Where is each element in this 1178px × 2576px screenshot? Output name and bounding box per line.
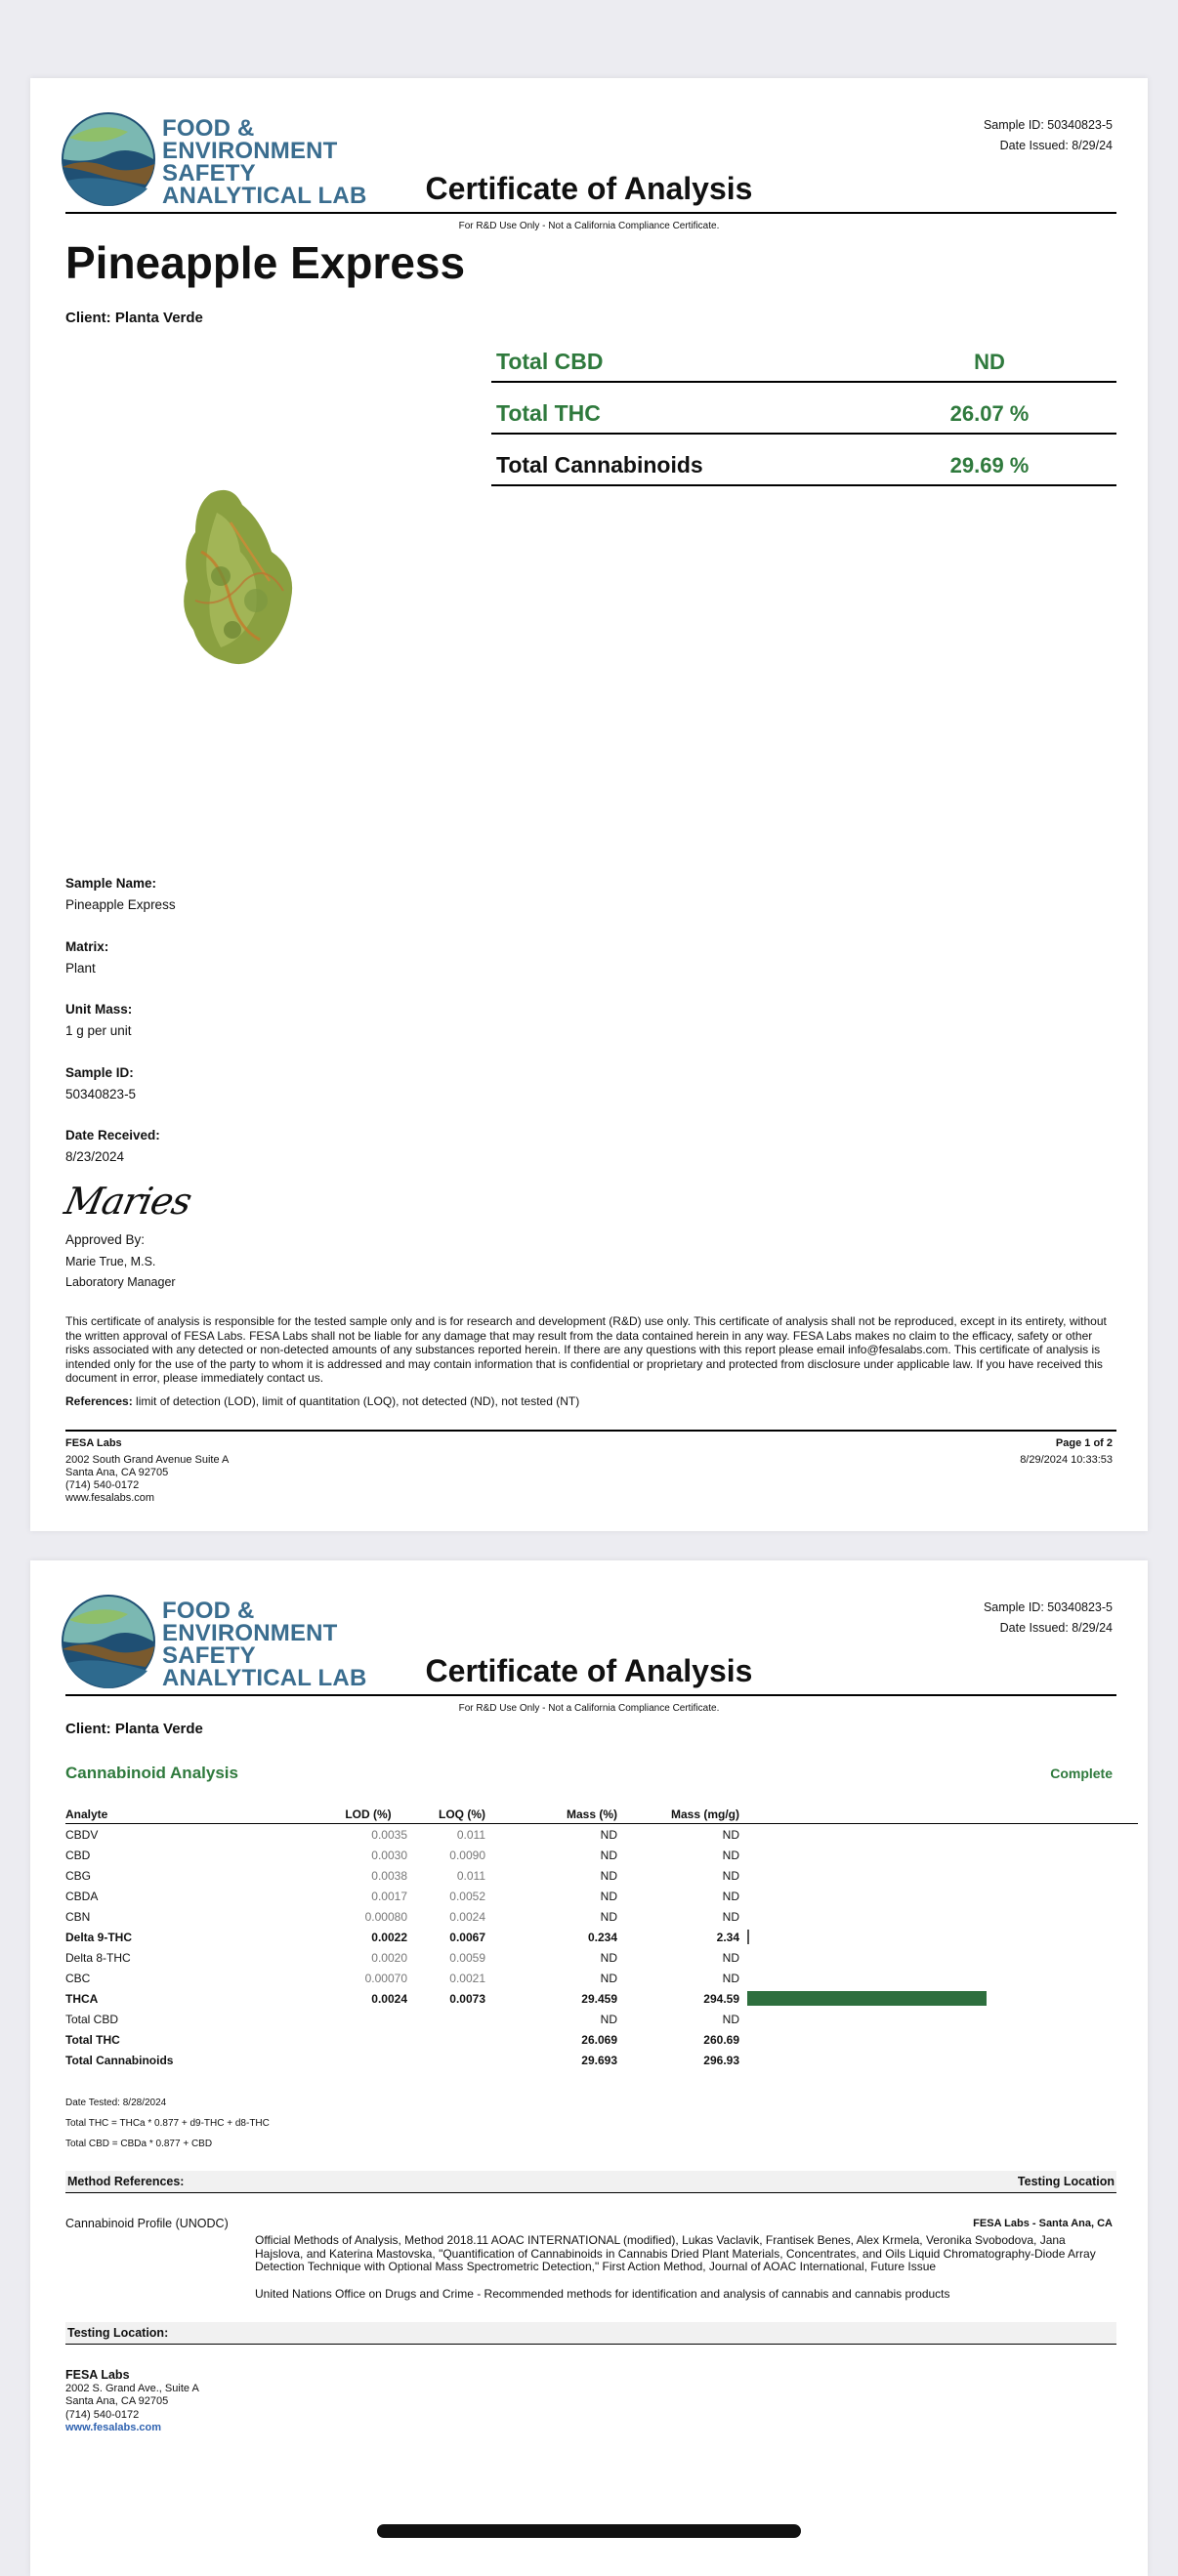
rd-disclaimer: For R&D Use Only - Not a California Compliance Certificate. <box>458 221 720 231</box>
loq-cell <box>407 2050 485 2070</box>
loc-address1: 2002 S. Grand Ave., Suite A <box>65 2382 199 2394</box>
mass-pct-cell: ND <box>600 1889 617 1903</box>
footer-timestamp: 8/29/2024 10:33:53 <box>1020 1454 1113 1466</box>
loq-cell: 0.0052 <box>449 1889 485 1903</box>
header-meta <box>984 115 1113 156</box>
table-row <box>65 2050 1138 2070</box>
col-loq: LOQ (%) <box>407 1807 485 1824</box>
footer-address2: Santa Ana, CA 92705 <box>65 1467 169 1478</box>
section-title: Cannabinoid Analysis <box>65 1764 238 1782</box>
loq-cell: 0.0067 <box>449 1930 485 1944</box>
loq-cell <box>407 2009 485 2029</box>
logo-line: ANALYTICAL LAB <box>162 183 367 209</box>
bar-cell <box>739 1906 1138 1927</box>
table-row <box>65 1968 1138 1988</box>
mass-pct-cell: ND <box>600 1827 617 1842</box>
lod-cell: 0.00080 <box>364 1909 407 1924</box>
analysis-status: Complete <box>1050 1766 1113 1781</box>
lod-cell <box>329 2009 407 2029</box>
loq-cell: 0.0024 <box>449 1909 485 1924</box>
testing-location-address <box>65 2369 199 2435</box>
mass-pct-cell: ND <box>600 1868 617 1883</box>
lod-cell: 0.0024 <box>371 1991 407 2006</box>
loq-cell: 0.0021 <box>449 1971 485 1985</box>
product-name: Pineapple Express <box>65 237 466 288</box>
detail-label: Unit Mass: <box>65 1002 133 1017</box>
references-text: limit of detection (LOD), limit of quantitation (LOQ), not detected (ND), not tested (NT) <box>136 1394 580 1408</box>
detail-date-received: 8/23/2024 <box>65 1149 125 1164</box>
footer-address <box>65 1437 229 1505</box>
bar-cell <box>739 1824 1138 1846</box>
table-row <box>65 1947 1138 1968</box>
references-label: References: <box>65 1394 133 1408</box>
date-issued: Date Issued: 8/29/24 <box>999 1621 1113 1635</box>
sample-id-header: Sample ID: 50340823-5 <box>983 1600 1113 1614</box>
method-location: FESA Labs - Santa Ana, CA <box>973 2218 1113 2229</box>
disclaimer-text: This certificate of analysis is responsible for the tested sample only and is for research and development (R&D) use only. This certificate of analysis shall not be reproduced, except in its entirety, without the written approval of FESA Labs. FESA Labs shall not be liable for any damage that may result from the data contained herein in any way. FESA Labs makes no claim to the efficacy, safety or other risks associated with any detected or non-detected amounts of any substances reported herein. If there are any questions with this report please email info@fesalabs.com. This certificate of analysis is intended only for the use of the party to whom it is addressed and may contain information that is confidential or proprietary and protected from disclosure under applicable law. If you have received this document in error, please immediately contact us. <box>65 1314 1107 1385</box>
page-number: Page 1 of 2 <box>1055 1437 1113 1449</box>
mass-mg-cell: ND <box>722 1909 739 1924</box>
header-meta <box>984 1598 1113 1639</box>
formula-total-thc: Total THC = THCa * 0.877 + d9-THC + d8-THC <box>65 2118 270 2129</box>
coa-page-2 <box>30 1560 1148 2576</box>
mass-mg-cell: 260.69 <box>703 2032 739 2047</box>
bar-cell <box>739 1865 1138 1886</box>
loc-company: FESA Labs <box>65 2368 130 2382</box>
signature: Maries <box>61 1180 195 1223</box>
references <box>65 1394 1111 1409</box>
mass-mg-cell: ND <box>722 1971 739 1985</box>
table-body <box>65 1824 1138 2071</box>
lod-cell: 0.0030 <box>371 1848 407 1862</box>
table-row <box>65 1988 1138 2009</box>
analyte-cell: Total THC <box>65 2032 120 2047</box>
mass-mg-cell: 294.59 <box>703 1991 739 2006</box>
table-row <box>65 1865 1138 1886</box>
loq-cell: 0.011 <box>456 1868 485 1883</box>
col-analyte: Analyte <box>65 1807 329 1824</box>
lod-cell: 0.0017 <box>371 1889 407 1903</box>
mass-bar <box>747 1930 749 1944</box>
summary-total-cbd <box>491 330 1116 383</box>
bar-cell <box>739 1927 1138 1947</box>
mass-pct-cell: ND <box>600 2012 617 2026</box>
client-name: Client: Planta Verde <box>65 310 203 326</box>
client-name: Client: Planta Verde <box>65 1721 203 1737</box>
footer-page-info <box>1020 1437 1113 1467</box>
detail-sample-name: Pineapple Express <box>65 897 176 912</box>
home-indicator[interactable] <box>377 2524 801 2538</box>
table-row <box>65 1906 1138 1927</box>
detail-label: Sample Name: <box>65 876 157 891</box>
summary-label: Total Cannabinoids <box>496 452 703 478</box>
rd-disclaimer: For R&D Use Only - Not a California Compliance Certificate. <box>458 1703 720 1714</box>
detail-unit-mass: 1 g per unit <box>65 1023 132 1038</box>
analyte-cell: Delta 8-THC <box>65 1950 131 1965</box>
col-lod: LOD (%) <box>329 1807 407 1824</box>
lod-cell: 0.00070 <box>364 1971 407 1985</box>
divider <box>65 1694 1116 1696</box>
mass-mg-cell: ND <box>722 1889 739 1903</box>
lod-cell: 0.0038 <box>371 1868 407 1883</box>
logo-line: FOOD & <box>162 1598 255 1624</box>
logo-line: SAFETY <box>162 160 256 187</box>
detail-matrix: Plant <box>65 961 96 976</box>
analyte-cell: Delta 9-THC <box>65 1930 133 1944</box>
approver-name: Marie True, M.S. <box>65 1255 156 1268</box>
bar-cell <box>739 1988 1138 2009</box>
summary-label: Total THC <box>496 400 601 426</box>
product-bud-image <box>172 483 318 674</box>
footer-phone: (714) 540-0172 <box>65 1479 140 1491</box>
footer-divider <box>65 1430 1116 1432</box>
loq-cell: 0.0090 <box>449 1848 485 1862</box>
method-reference-unodc: United Nations Office on Drugs and Crime - Recommended methods for identification and analysis of cannabis and cannabis products <box>255 2287 950 2301</box>
analyte-cell: CBN <box>65 1909 91 1924</box>
lod-cell: 0.0020 <box>371 1950 407 1965</box>
bar-cell <box>739 2029 1138 2050</box>
sample-id-header: Sample ID: 50340823-5 <box>983 118 1113 132</box>
date-tested: Date Tested: 8/28/2024 <box>65 2098 167 2108</box>
detail-sample-id: 50340823-5 <box>65 1087 137 1101</box>
cannabinoid-table <box>65 1807 1138 2070</box>
analyte-cell: Total Cannabinoids <box>65 2053 174 2067</box>
divider <box>65 212 1116 214</box>
method-reference-aoac: Official Methods of Analysis, Method 2018.11 AOAC INTERNATIONAL (modified), Lukas Vaclavik, Frantisek Benes, Alex Krmela, Veronika Svobodova, Jana Hajslova, and Katerina Mastovska, "Quantification of Cannabinoids in Cannabis Dried Plant Materials, Concentrates, and Oils Liquid Chromatography-Diode Array Detection Technique with Optional Mass Spectrometric Detection," First Action Method, Journal of AOAC International, Future Issue <box>255 2233 1096 2273</box>
loq-cell <box>407 2029 485 2050</box>
analyte-cell: CBD <box>65 1848 91 1862</box>
table-header-row <box>65 1807 1138 1824</box>
summary-value: ND <box>974 350 1005 374</box>
date-issued: Date Issued: 8/29/24 <box>999 139 1113 152</box>
formula-total-cbd: Total CBD = CBDa * 0.877 + CBD <box>65 2139 213 2149</box>
logo-line: ENVIRONMENT <box>162 1620 338 1646</box>
summary-value: 26.07 % <box>949 401 1030 426</box>
table-row <box>65 1824 1138 1846</box>
loq-cell: 0.011 <box>456 1827 485 1842</box>
lod-cell: 0.0035 <box>371 1827 407 1842</box>
mass-pct-cell: 26.069 <box>581 2032 617 2047</box>
testing-location-label: Testing Location <box>1017 2175 1115 2188</box>
mass-pct-cell: 29.459 <box>581 1991 617 2006</box>
lod-cell: 0.0022 <box>371 1930 407 1944</box>
lod-cell <box>329 2050 407 2070</box>
table-row <box>65 2009 1138 2029</box>
mass-pct-cell: ND <box>600 1950 617 1965</box>
mass-pct-cell: ND <box>600 1971 617 1985</box>
loc-address2: Santa Ana, CA 92705 <box>65 2395 169 2407</box>
mass-pct-cell: 0.234 <box>587 1930 617 1944</box>
mass-bar <box>747 1991 987 2006</box>
col-bar <box>739 1807 1138 1824</box>
mass-mg-cell: ND <box>722 1827 739 1842</box>
mass-pct-cell: 29.693 <box>581 2053 617 2067</box>
table-row <box>65 1845 1138 1865</box>
mass-pct-cell: ND <box>600 1848 617 1862</box>
analyte-cell: CBDA <box>65 1889 99 1903</box>
approver-title: Laboratory Manager <box>65 1275 176 1289</box>
col-mass-mg: Mass (mg/g) <box>617 1807 739 1824</box>
method-references-header <box>65 2171 1116 2193</box>
analyte-cell: THCA <box>65 1991 99 2006</box>
bar-cell <box>739 1947 1138 1968</box>
mass-mg-cell: ND <box>722 1950 739 1965</box>
bar-cell <box>739 1886 1138 1906</box>
detail-label: Matrix: <box>65 939 109 954</box>
summary-total-thc <box>491 382 1116 435</box>
analyte-cell: CBDV <box>65 1827 99 1842</box>
analyte-cell: CBG <box>65 1868 92 1883</box>
mass-mg-cell: ND <box>722 2012 739 2026</box>
table-row <box>65 2029 1138 2050</box>
bar-cell <box>739 1845 1138 1865</box>
table-row <box>65 1886 1138 1906</box>
loc-phone: (714) 540-0172 <box>65 2408 140 2421</box>
coa-title: Certificate of Analysis <box>425 1653 753 1688</box>
logo-line: ANALYTICAL LAB <box>162 1665 367 1691</box>
detail-label: Sample ID: <box>65 1065 134 1080</box>
detail-label: Date Received: <box>65 1128 160 1143</box>
loc-web-link[interactable]: www.fesalabs.com <box>65 2422 162 2433</box>
analyte-cell: CBC <box>65 1971 91 1985</box>
testing-location-header-label: Testing Location: <box>67 2326 169 2340</box>
bar-cell <box>739 2009 1138 2029</box>
mass-mg-cell: 296.93 <box>703 2053 739 2067</box>
lod-cell <box>329 2029 407 2050</box>
logo-line: ENVIRONMENT <box>162 138 338 164</box>
testing-location-header <box>65 2322 1116 2345</box>
summary-total-cannabinoids <box>491 434 1116 486</box>
method-name: Cannabinoid Profile (UNODC) <box>65 2217 229 2230</box>
footer-web[interactable]: www.fesalabs.com <box>65 1492 155 1504</box>
coa-page-1 <box>30 78 1148 1531</box>
summary-label: Total CBD <box>496 349 604 374</box>
mass-mg-cell: 2.34 <box>716 1930 739 1944</box>
logo-line: FOOD & <box>162 115 255 142</box>
loq-cell: 0.0059 <box>449 1950 485 1965</box>
footer-company: FESA Labs <box>65 1437 122 1449</box>
mass-mg-cell: ND <box>722 1848 739 1862</box>
bar-cell <box>739 1968 1138 1988</box>
loq-cell: 0.0073 <box>449 1991 485 2006</box>
analyte-cell: Total CBD <box>65 2012 119 2026</box>
col-mass-pct: Mass (%) <box>485 1807 617 1824</box>
bar-cell <box>739 2050 1138 2070</box>
method-references-label: Method References: <box>67 2175 185 2188</box>
table-row <box>65 1927 1138 1947</box>
summary-value: 29.69 % <box>949 453 1030 478</box>
footer-address1: 2002 South Grand Avenue Suite A <box>65 1454 230 1466</box>
mass-mg-cell: ND <box>722 1868 739 1883</box>
mass-pct-cell: ND <box>600 1909 617 1924</box>
coa-title: Certificate of Analysis <box>425 171 753 206</box>
logo-line: SAFETY <box>162 1642 256 1669</box>
approved-by-label: Approved By: <box>65 1232 146 1247</box>
